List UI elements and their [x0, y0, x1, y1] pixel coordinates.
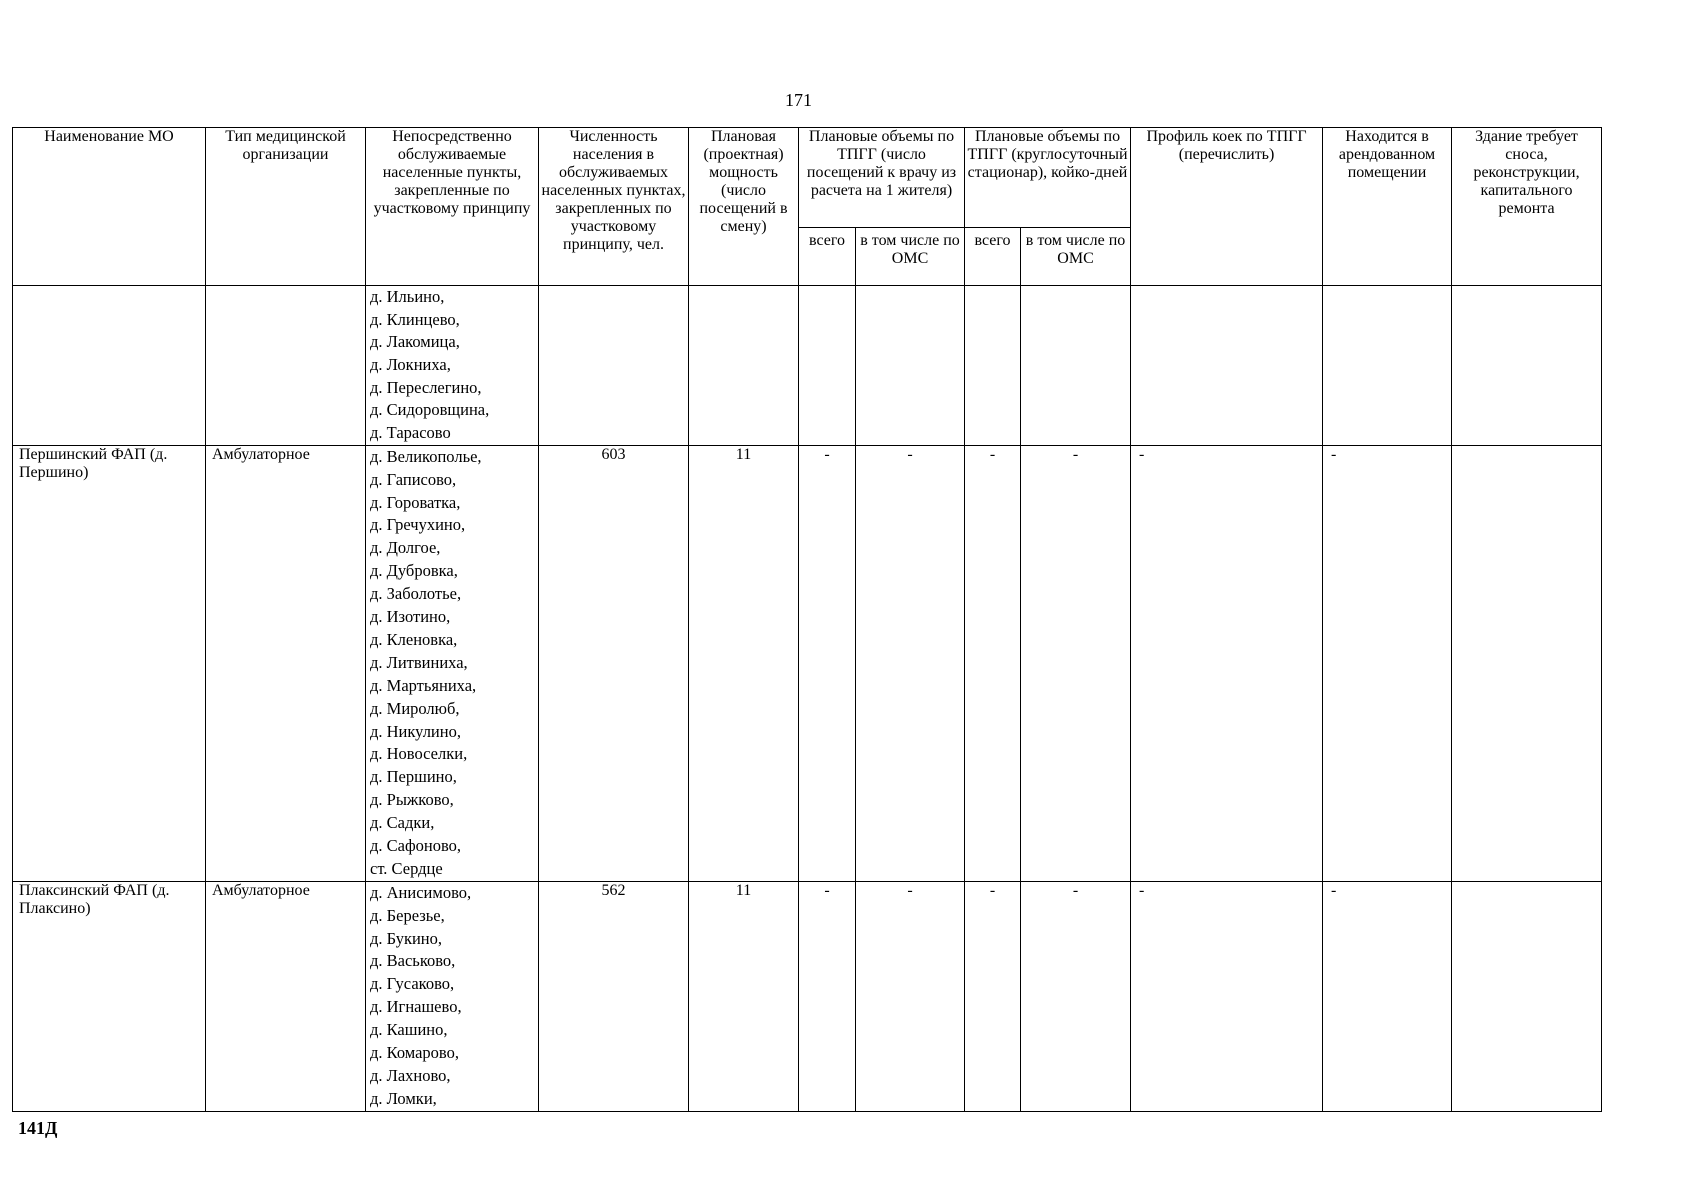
facility-type: Амбулаторное — [206, 445, 366, 881]
rented-value — [1323, 286, 1452, 446]
settlement-item: д. Березье, — [370, 905, 445, 925]
beds-oms-value: - — [1021, 881, 1131, 1111]
settlement-list — [366, 445, 539, 881]
settlement-item: д. Кашино, — [370, 1020, 448, 1040]
header-capacity: Плановая (проектная) мощность (число посещений в смену) — [689, 128, 799, 286]
settlement-item: д. Васьково, — [370, 951, 456, 971]
settlement-item: д. Миролюб, — [370, 698, 460, 718]
table-header — [13, 128, 1602, 286]
demolition-value — [1452, 286, 1602, 446]
facility-name: Плаксинский ФАП (д. Плаксино) — [13, 881, 206, 1111]
visits-oms-value — [856, 286, 965, 446]
visits-total-value — [799, 286, 856, 446]
beds-oms-value — [1021, 286, 1131, 446]
header-beds-oms: в том числе по ОМС — [1021, 228, 1131, 286]
table-row — [13, 881, 1602, 1111]
settlement-item: д. Дубровка, — [370, 561, 458, 581]
settlement-item: д. Переслегино, — [370, 377, 482, 397]
page-number: 171 — [785, 90, 812, 110]
rented-value: - — [1323, 445, 1452, 881]
visits-total-value: - — [799, 445, 856, 881]
beds-total-value: - — [965, 445, 1021, 881]
population-value: 603 — [539, 445, 689, 881]
facility-type — [206, 286, 366, 446]
header-visits-oms: в том числе по ОМС — [856, 228, 965, 286]
facility-name — [13, 286, 206, 446]
beds-total-value — [965, 286, 1021, 446]
profile-value: - — [1131, 881, 1323, 1111]
table-row — [13, 445, 1602, 881]
demolition-value — [1452, 445, 1602, 881]
settlement-item: д. Мартьяниха, — [370, 675, 477, 695]
capacity-value — [689, 286, 799, 446]
settlement-item: д. Заболотье, — [370, 584, 462, 604]
settlement-item: д. Ильино, — [370, 287, 445, 306]
settlement-item: д. Рыжково, — [370, 790, 454, 810]
settlement-list — [366, 881, 539, 1111]
settlement-item: д. Комарово, — [370, 1042, 459, 1062]
table-row — [13, 286, 1602, 446]
settlement-item: д. Першино, — [370, 767, 457, 787]
header-type: Тип медицинской организации — [206, 128, 366, 286]
profile-value: - — [1131, 445, 1323, 881]
visits-oms-value: - — [856, 445, 965, 881]
settlement-item: д. Долгое, — [370, 538, 441, 558]
settlement-item: д. Лакомица, — [370, 332, 460, 352]
header-rented: Находится в арендованном помещении — [1323, 128, 1452, 286]
beds-oms-value: - — [1021, 445, 1131, 881]
settlement-item: д. Клинцево, — [370, 309, 460, 329]
header-population: Численность населения в обслуживаемых населенных пунктах, закрепленных по участковому принципу, чел. — [539, 128, 689, 286]
settlement-item: д. Новоселки, — [370, 744, 468, 764]
settlement-list — [366, 286, 539, 446]
footer-code: 141Д — [18, 1118, 58, 1138]
settlement-item: д. Гусаково, — [370, 974, 455, 994]
capacity-value: 11 — [689, 881, 799, 1111]
header-demolition: Здание требует сноса, реконструкции, капитального ремонта — [1452, 128, 1602, 286]
beds-total-value: - — [965, 881, 1021, 1111]
header-name: Наименование МО — [13, 128, 206, 286]
settlement-item: д. Ломки, — [370, 1088, 437, 1108]
settlement-item: д. Гороватка, — [370, 492, 461, 512]
settlement-item: д. Сафоново, — [370, 835, 462, 855]
visits-oms-value: - — [856, 881, 965, 1111]
facility-type: Амбулаторное — [206, 881, 366, 1111]
demolition-value — [1452, 881, 1602, 1111]
facility-name: Першинский ФАП (д. Першино) — [13, 445, 206, 881]
population-value: 562 — [539, 881, 689, 1111]
visits-total-value: - — [799, 881, 856, 1111]
settlement-item: д. Садки, — [370, 813, 435, 833]
settlement-item: д. Локниха, — [370, 355, 451, 375]
settlement-item: д. Кленовка, — [370, 629, 458, 649]
header-beds-total: всего — [965, 228, 1021, 286]
header-beds-group: Плановые объемы по ТПГГ (круглосуточный стационар), койко-дней — [965, 128, 1131, 228]
settlement-item: д. Гречухино, — [370, 515, 466, 535]
header-visits-total: всего — [799, 228, 856, 286]
settlement-item: д. Игнашево, — [370, 997, 462, 1017]
settlement-item: д. Лахново, — [370, 1065, 451, 1085]
settlement-item: д. Букино, — [370, 928, 443, 948]
settlement-item: д. Тарасово — [370, 423, 451, 443]
settlement-item: д. Гаписово, — [370, 469, 457, 489]
profile-value — [1131, 286, 1323, 446]
settlement-item: д. Изотино, — [370, 607, 451, 627]
facilities-table — [12, 127, 1602, 1112]
header-settlements: Непосредственно обслуживаемые населенные пункты, закрепленные по участковому принципу — [366, 128, 539, 286]
header-visits-group: Плановые объемы по ТПГГ (число посещений к врачу из расчета на 1 жителя) — [799, 128, 965, 228]
settlement-item: д. Литвиниха, — [370, 652, 468, 672]
rented-value: - — [1323, 881, 1452, 1111]
settlement-item: д. Великополье, — [370, 446, 482, 466]
settlement-item: д. Сидоровщина, — [370, 400, 490, 420]
settlement-item: д. Анисимово, — [370, 882, 472, 902]
settlement-item: д. Никулино, — [370, 721, 461, 741]
settlement-item: ст. Сердце — [370, 858, 443, 878]
capacity-value: 11 — [689, 445, 799, 881]
population-value — [539, 286, 689, 446]
header-profile: Профиль коек по ТПГГ (перечислить) — [1131, 128, 1323, 286]
